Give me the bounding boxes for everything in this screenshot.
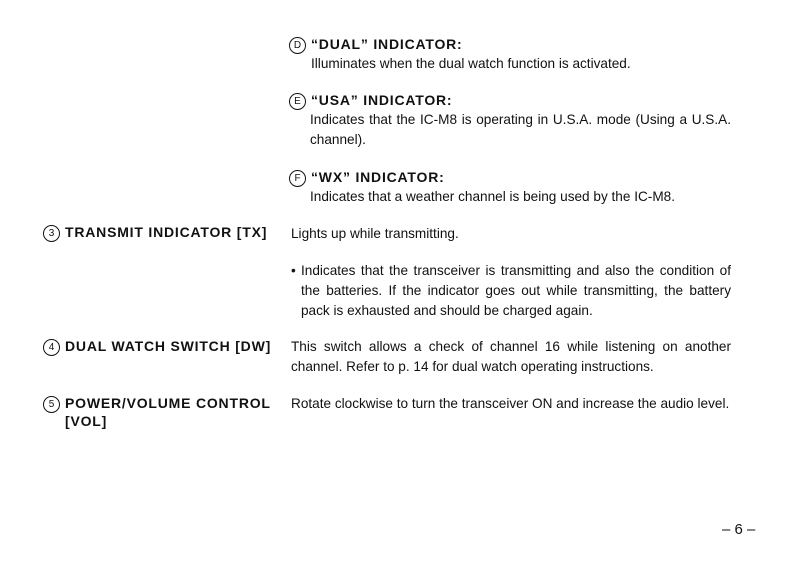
- circled-letter-f: F: [289, 170, 306, 187]
- circled-letter-d: D: [289, 37, 306, 54]
- wx-indicator-description: Indicates that a weather channel is being used by the IC-M8.: [310, 189, 675, 204]
- circled-number-4: 4: [43, 339, 60, 356]
- dual-indicator-description: Illuminates when the dual watch function is activated.: [311, 56, 631, 71]
- dual-indicator-title: “DUAL” INDICATOR:: [311, 36, 463, 52]
- dual-watch-switch-description: This switch allows a check of channel 16 while listening on another channel. Refer to p. 14 for dual watch operating instructions.: [291, 339, 731, 374]
- usa-indicator-title: “USA” INDICATOR:: [311, 92, 453, 108]
- circled-letter-e: E: [289, 93, 306, 110]
- circled-number-5: 5: [43, 396, 60, 413]
- wx-indicator-heading: [289, 169, 445, 187]
- bullet-symbol: •: [291, 263, 296, 278]
- power-volume-control-abbrev: [VOL]: [65, 413, 108, 429]
- transmit-indicator-description: Lights up while transmitting.: [291, 226, 459, 241]
- transmit-indicator-note: [291, 261, 731, 321]
- power-volume-control-description: Rotate clockwise to turn the transceiver ON and increase the audio level.: [291, 396, 730, 411]
- power-volume-control-label: [43, 395, 281, 413]
- dual-watch-switch-label: [43, 338, 281, 356]
- wx-indicator-title: “WX” INDICATOR:: [311, 169, 445, 185]
- transmit-indicator-title: TRANSMIT INDICATOR [TX]: [65, 224, 268, 240]
- page-number: – 6 –: [722, 521, 756, 538]
- dual-indicator-heading: [289, 36, 463, 54]
- usa-indicator-heading: [289, 92, 452, 110]
- power-volume-control-title: POWER/VOLUME CONTROL: [65, 395, 271, 411]
- usa-indicator-description: Indicates that the IC-M8 is operating in U.S.A. mode (Using a U.S.A. channel).: [310, 112, 731, 147]
- transmit-indicator-note-text: Indicates that the transceiver is transmitting and also the condition of the batteries. If the indicator goes out while transmitting, the battery pack is exhausted and should be charged again.: [301, 263, 731, 318]
- transmit-indicator-label: [43, 224, 281, 242]
- circled-number-3: 3: [43, 225, 60, 242]
- dual-watch-switch-title: DUAL WATCH SWITCH [DW]: [65, 338, 272, 354]
